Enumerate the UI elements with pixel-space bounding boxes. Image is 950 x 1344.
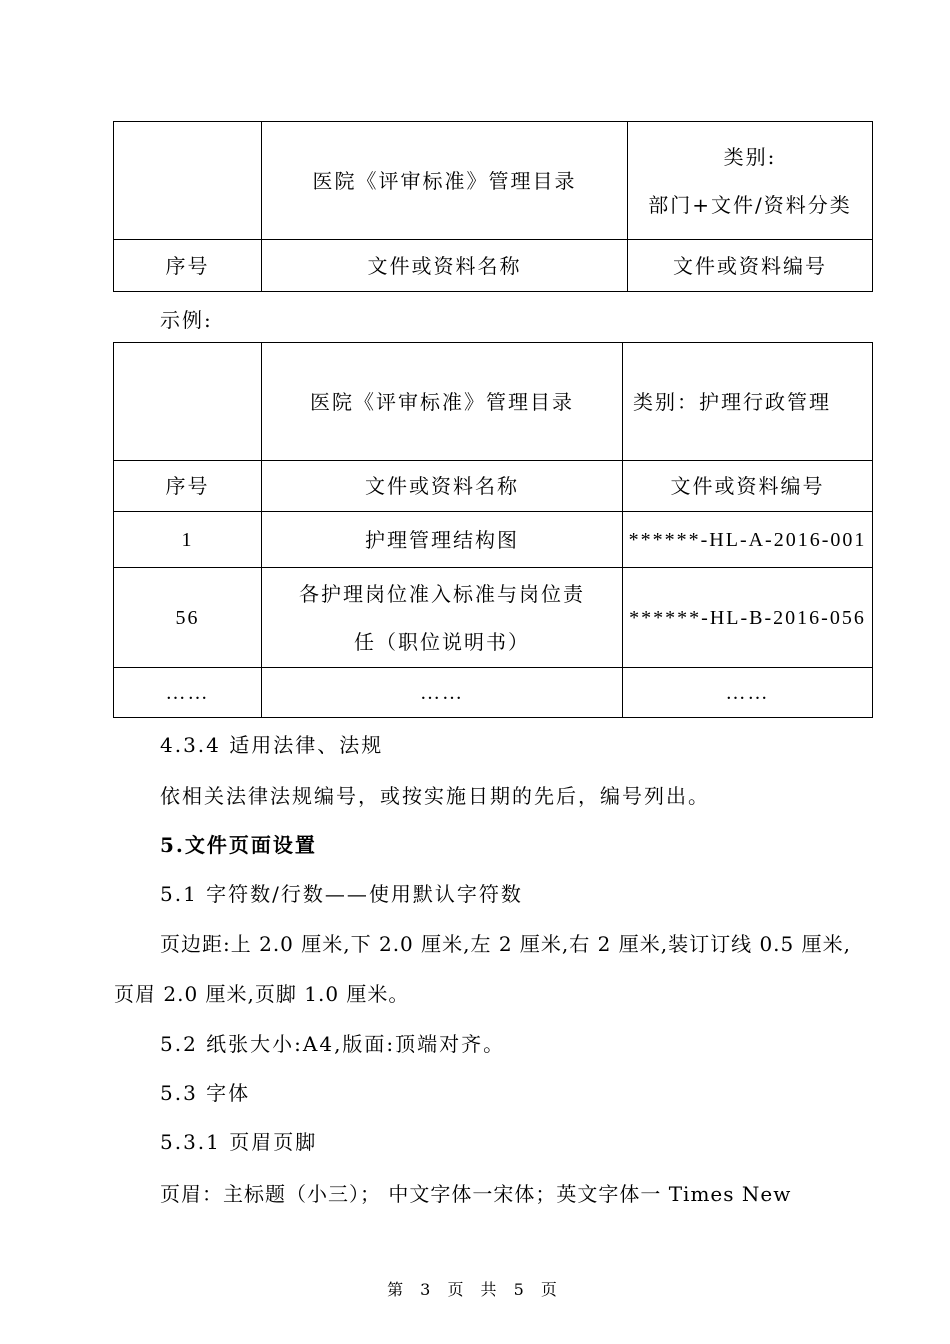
catalog-title: 医院《评审标准》管理目录 — [262, 343, 623, 461]
row-code: ******-HL-B-2016-056 — [623, 568, 873, 668]
row-name-line1: 各护理岗位准入标准与岗位责 — [299, 581, 585, 606]
example-label: 示例: — [160, 308, 213, 332]
table-row — [114, 568, 873, 668]
section-5-heading: 5.文件页面设置 — [160, 833, 317, 857]
catalog-title: 医院《评审标准》管理目录 — [262, 122, 628, 240]
table-header-row — [114, 343, 873, 461]
empty-cell — [114, 122, 262, 240]
col-header-no: 序号 — [114, 240, 262, 292]
section-5-2: 5.2 纸张大小:A4,版面:顶端对齐。 — [160, 1032, 506, 1056]
row-no: 56 — [114, 568, 262, 668]
col-header-name: 文件或资料名称 — [262, 240, 628, 292]
section-5-3-1: 5.3.1 页眉页脚 — [160, 1130, 318, 1154]
row-code: ******-HL-A-2016-001 — [623, 512, 873, 568]
margins-line1: 页边距:上 2.0 厘米,下 2.0 厘米,左 2 厘米,右 2 厘米,装订订线 0.5 厘米, — [160, 932, 851, 956]
category-value: 部门+文件/资料分类 — [648, 192, 852, 217]
row-no: 1 — [114, 512, 262, 568]
col-header-no: 序号 — [114, 461, 262, 512]
section-4-3-4: 4.3.4 适用法律、法规 — [160, 733, 384, 757]
table-header-row — [114, 122, 873, 240]
category-cell: 类别：护理行政管理 — [623, 343, 873, 461]
catalog-example-table — [113, 342, 873, 718]
col-header-name: 文件或资料名称 — [262, 461, 623, 512]
margins-line2: 页眉 2.0 厘米,页脚 1.0 厘米。 — [114, 982, 410, 1006]
section-5-3: 5.3 字体 — [160, 1081, 251, 1105]
section-4-3-4-body: 依相关法律法规编号，或按实施日期的先后，编号列出。 — [160, 784, 710, 808]
category-label: 类别: — [723, 144, 777, 169]
row-name-line2: 任（职位说明书） — [354, 629, 530, 654]
row-name: …… — [262, 668, 623, 718]
table-column-header-row — [114, 240, 873, 292]
page-footer: 第 3 页 共 5 页 — [387, 1280, 563, 1299]
section-5-1: 5.1 字符数/行数——使用默认字符数 — [160, 882, 523, 906]
table-row — [114, 668, 873, 718]
catalog-template-table — [113, 121, 873, 292]
empty-cell — [114, 343, 262, 461]
col-header-code: 文件或资料编号 — [623, 461, 873, 512]
table-column-header-row — [114, 461, 873, 512]
row-name: 护理管理结构图 — [262, 512, 623, 568]
table-row — [114, 512, 873, 568]
header-font-spec: 页眉：主标题（小三）； 中文字体一宋体；英文字体一 Times New — [160, 1182, 792, 1206]
row-name — [262, 568, 623, 668]
category-cell — [628, 122, 873, 240]
col-header-code: 文件或资料编号 — [628, 240, 873, 292]
row-code: …… — [623, 668, 873, 718]
row-no: …… — [114, 668, 262, 718]
